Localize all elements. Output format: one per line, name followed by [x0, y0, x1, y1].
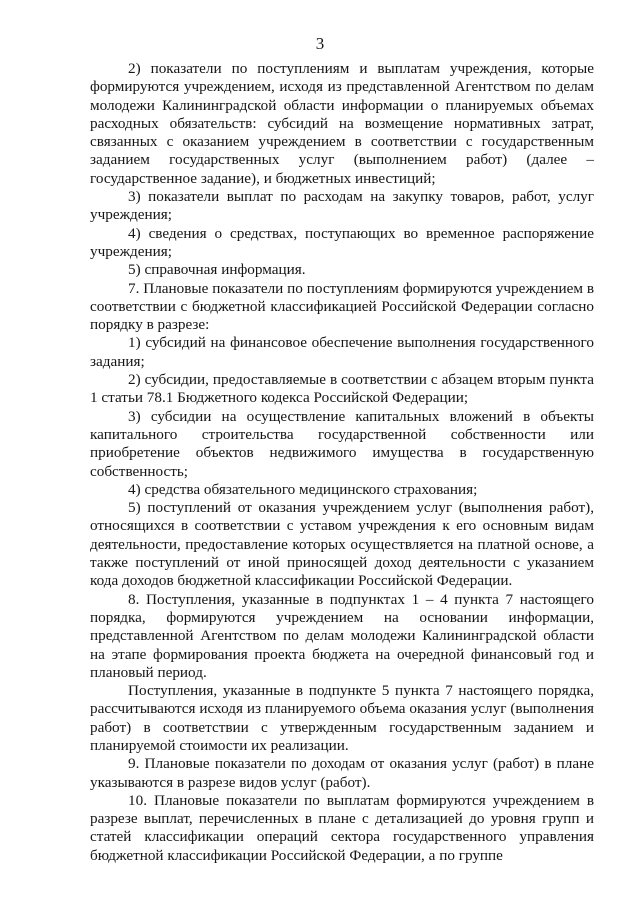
paragraph: 7. Плановые показатели по поступлениям формируются учреждением в соответствии с бюджетной классификацией Российской Федерации согласно порядку в разрезе: [90, 279, 594, 334]
paragraph: 1) субсидий на финансовое обеспечение выполнения государственного задания; [90, 334, 594, 370]
paragraph: 5) справочная информация. [128, 261, 306, 279]
paragraph: 3) субсидии на осуществление капитальных вложений в объекты капитального строительства государственной собственности или приобретение объектов недвижимого имущества в государственную собственность; [90, 407, 594, 480]
document-body [90, 60, 594, 865]
paragraph: 8. Поступления, указанные в подпунктах 1 – 4 пункта 7 настоящего порядка, формируются учреждением на основании информации, представленной Агентством по делам молодежи Калининградской области на этапе формирования проекта бюджета на очередной финансовый год и плановый период. [90, 590, 594, 681]
paragraph: 10. Плановые показатели по выплатам формируются учреждением в разрезе выплат, перечисленных в плане с детализацией до уровня групп и статей классификации операций сектора государственного управления бюджетной классификации Российской Федерации, а по группе [90, 791, 594, 864]
paragraph: 3) показатели выплат по расходам на закупку товаров, работ, услуг учреждения; [90, 188, 594, 224]
paragraph: 2) показатели по поступлениям и выплатам учреждения, которые формируются учреждением, исходя из представленной Агентством по делам молодежи Калининградской области информации о планируемых объемах расходных обязательств: субсидий на возмещение нормативных затрат, связанных с оказанием учреждением в соответствии с государственным заданием государственных услуг (выполнением работ) (далее – государственное задание), и бюджетных инвестиций; [90, 60, 594, 187]
paragraph: 9. Плановые показатели по доходам от оказания услуг (работ) в плане указываются в разрезе видов услуг (работ). [90, 755, 594, 791]
page-number: 3 [315, 34, 325, 53]
paragraph: Поступления, указанные в подпункте 5 пункта 7 настоящего порядка, рассчитываются исходя из планируемого объема оказания услуг (выполнения работ) в соответствии с утвержденным государственным заданием и планируемой стоимости их реализации. [90, 682, 594, 754]
paragraph: 4) сведения о средствах, поступающих во временное распоряжение учреждения; [90, 224, 594, 260]
paragraph: 5) поступлений от оказания учреждением услуг (выполнения работ), относящихся в соответствии с уставом учреждения к его основным видам деятельности, предоставление которых осуществляется на платной основе, а также поступлений от иной приносящей доход деятельности с указанием кода доходов бюджетной классификации Российской Федерации. [90, 499, 594, 590]
paragraph: 2) субсидии, предоставляемые в соответствии с абзацем вторым пункта 1 статьи 78.1 Бюджетного кодекса Российской Федерации; [90, 371, 594, 407]
paragraph: 4) средства обязательного медицинского страхования; [128, 480, 478, 498]
